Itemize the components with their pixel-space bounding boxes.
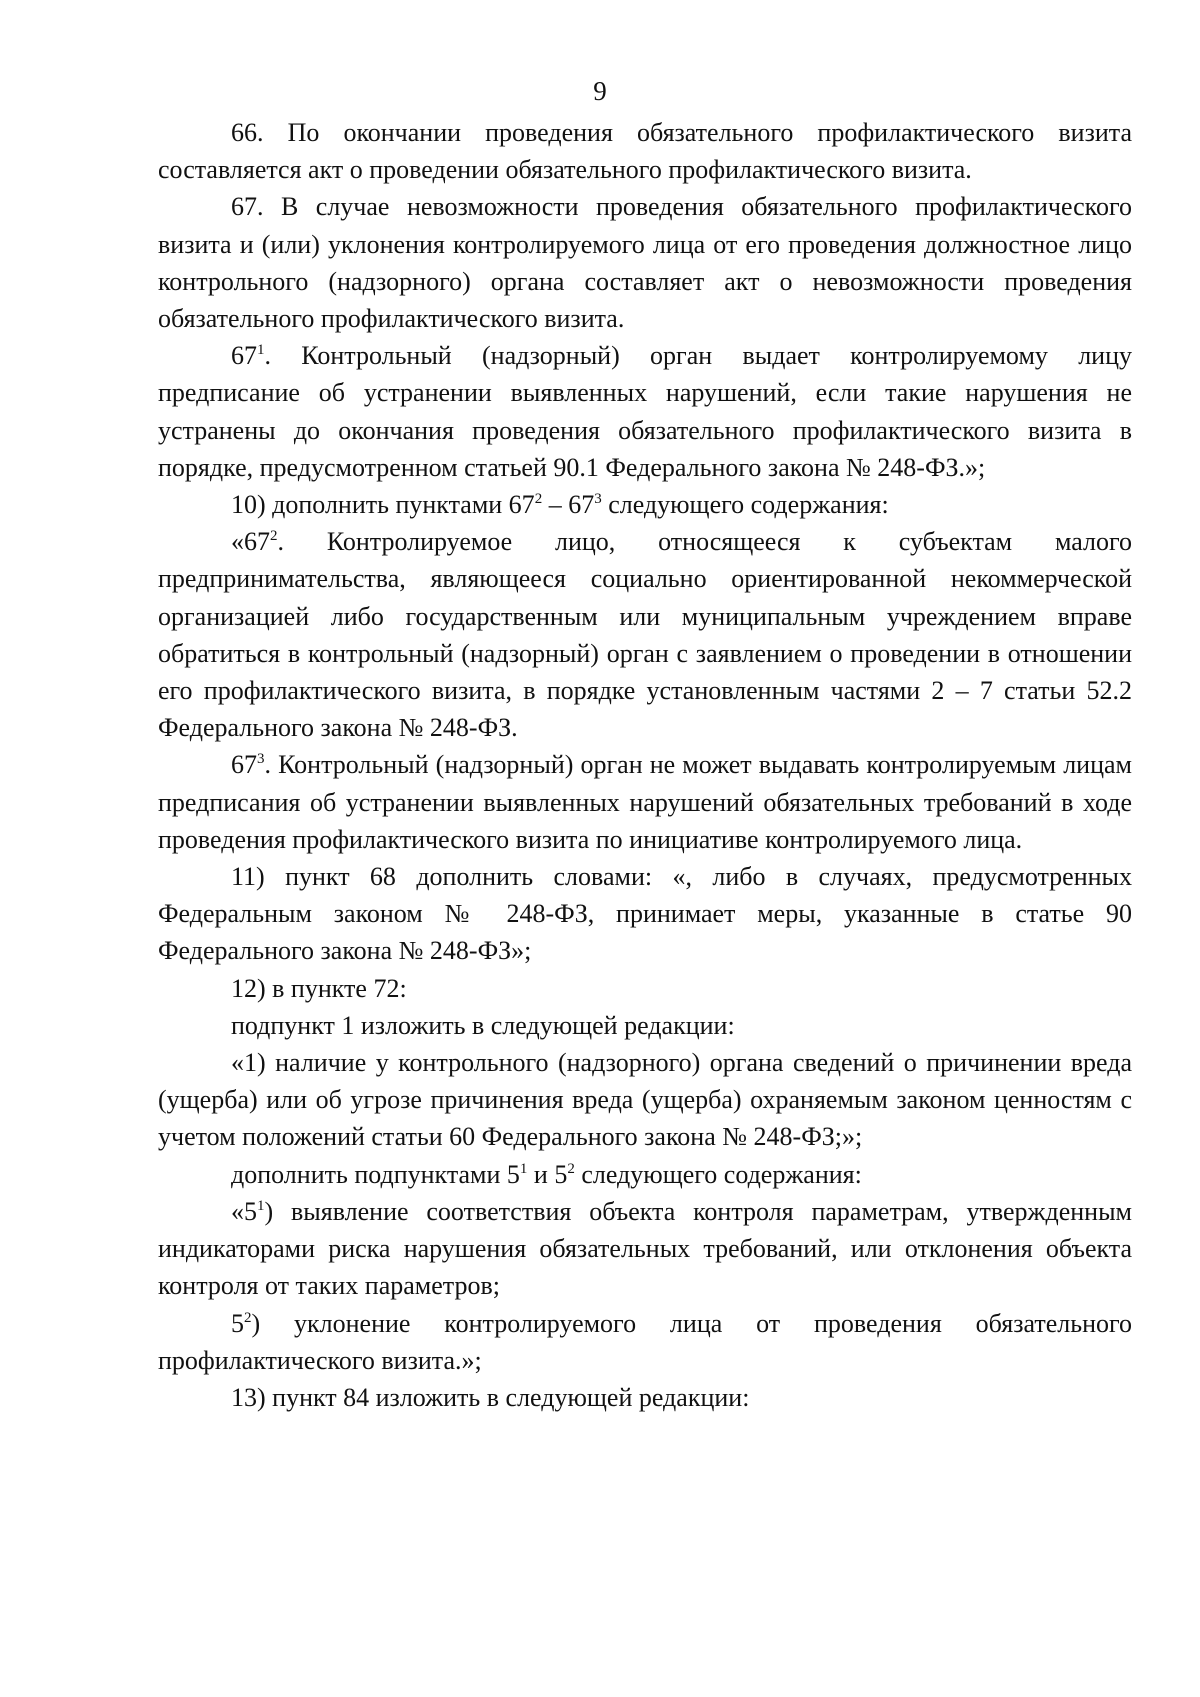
superscript: 1 — [257, 1197, 265, 1214]
page-number: 9 — [593, 76, 607, 106]
paragraph — [158, 746, 1132, 858]
paragraph — [158, 523, 1132, 746]
superscript: 2 — [244, 1309, 252, 1326]
paragraph-text: «1) наличие у контрольного (надзорного) органа сведений о причинении вреда (ущерба) или об угрозе причинения вреда (ущерба) охраняемым законом ценностям с учетом положений статьи 60 Федерального закона № 248-ФЗ;»; — [158, 1048, 1132, 1152]
paragraph-text: 67. В случае невозможности проведения обязательного профилактического визита и (или) уклонения контролируемого лица от его проведения должностное лицо контрольного (надзорного) органа составляет акт о невозможности проведения обязательного профилактического визита. — [158, 192, 1132, 334]
paragraph-text: подпункт 1 изложить в следующей редакции: — [231, 1010, 735, 1040]
paragraph-text: 66. По окончании проведения обязательного профилактического визита составляется акт о проведении обязательного профилактического визита. — [158, 118, 1132, 185]
paragraph-text: – 67 — [542, 490, 595, 520]
superscript: 1 — [519, 1160, 528, 1177]
superscript: 3 — [257, 751, 265, 768]
paragraph — [158, 188, 1132, 337]
paragraph-text: 10) дополнить пунктами 67 — [231, 490, 535, 520]
paragraph-text: и 5 — [527, 1159, 568, 1189]
paragraph — [158, 486, 1132, 523]
paragraph-text: «67 — [231, 527, 270, 557]
paragraph-text: ) выявление соответствия объекта контроля параметрам, утвержденным индикаторами риска нарушения обязательных требований, или отклонения объекта контроля от таких параметров; — [158, 1196, 1132, 1301]
paragraph — [158, 1044, 1132, 1156]
paragraph-text: . Контролируемое лицо, относящееся к субъектам малого предпринимательства, являющееся социально ориентированной некоммерческой организацией либо государственным или муниципальным учреждением вправе обратиться в контрольный (надзорный) орган с заявлением о проведении в отношении его профилактического визита, в порядке установленным частями 2 – 7 статьи 52.2 Федерального закона № 248-ФЗ. — [158, 527, 1132, 743]
superscript: 2 — [534, 491, 543, 508]
superscript: 3 — [594, 491, 602, 508]
paragraph-text: 67 — [231, 341, 257, 371]
paragraph — [158, 1305, 1132, 1379]
paragraph-text: 13) пункт 84 изложить в следующей редакции: — [231, 1382, 750, 1412]
paragraph-text: 11) пункт 68 дополнить словами: «, либо в случаях, предусмотренных Федеральным законом № 248-ФЗ, принимает меры, указанные в статье 90 Федерального закона № 248-ФЗ»; — [158, 862, 1132, 966]
paragraph-text: следующего содержания: — [601, 490, 889, 520]
paragraph-text: . Контрольный (надзорный) орган выдает контролируемому лицу предписание об устранении выявленных нарушений, если такие нарушения не устранены до окончания проведения обязательного профилактического визита в порядке, предусмотренном статьей 90.1 Федерального закона № 248-ФЗ.»; — [158, 341, 1132, 482]
paragraph — [158, 1193, 1132, 1305]
paragraph — [158, 337, 1132, 486]
superscript: 2 — [270, 528, 278, 545]
paragraph — [158, 970, 1132, 1007]
superscript: 1 — [257, 342, 265, 359]
paragraph-text: ) уклонение контролируемого лица от проведения обязательного профилактического визита.»; — [158, 1308, 1132, 1375]
paragraph — [158, 1007, 1132, 1044]
paragraph-text: «5 — [231, 1196, 257, 1226]
paragraph — [158, 1156, 1132, 1193]
paragraph-text: 12) в пункте 72: — [231, 973, 407, 1003]
document-body — [158, 114, 1132, 1416]
paragraph-text: 5 — [231, 1308, 244, 1338]
superscript: 2 — [567, 1160, 575, 1177]
paragraph — [158, 858, 1132, 970]
paragraph-text: 67 — [231, 750, 257, 780]
paragraph-text: следующего содержания: — [574, 1159, 862, 1189]
paragraph-text: дополнить подпунктами 5 — [231, 1159, 520, 1189]
paragraph-text: . Контрольный (надзорный) орган не может выдавать контролируемым лицам предписания об устранении выявленных нарушений обязательных требований в ходе проведения профилактического визита по инициативе контролируемого лица. — [158, 750, 1132, 854]
paragraph — [158, 114, 1132, 188]
paragraph — [158, 1379, 1132, 1416]
